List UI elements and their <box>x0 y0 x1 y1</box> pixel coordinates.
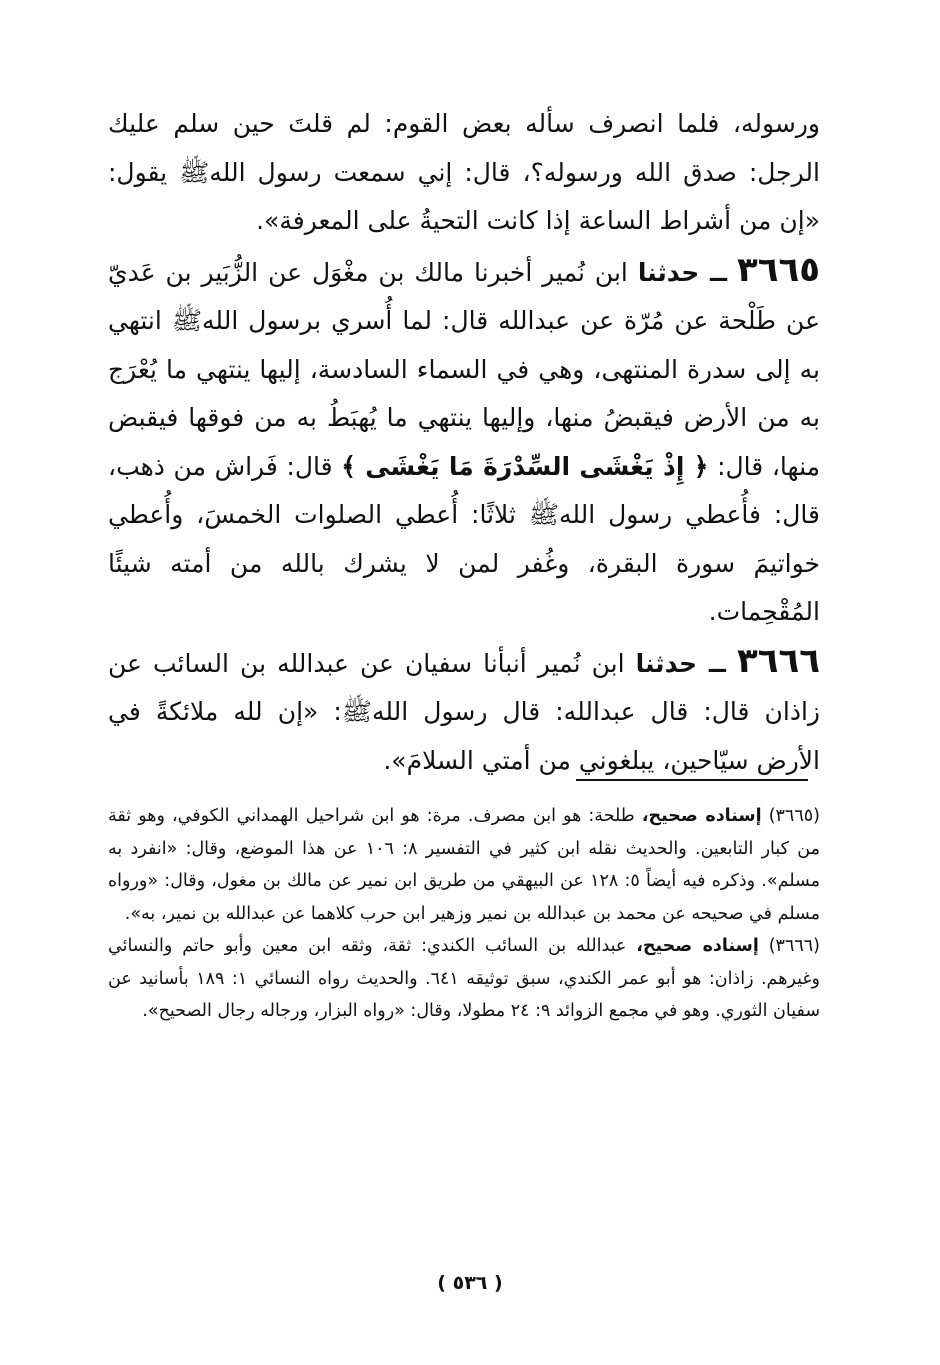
footnotes <box>108 800 820 1028</box>
footnote-3665 <box>108 800 820 930</box>
hadith-label: ــ حدثنا <box>637 257 728 287</box>
footnote-label: (٣٦٦٥) <box>768 806 820 826</box>
hadith-3665 <box>108 246 820 637</box>
hadith-text: ابن نُمير أنبأنا سفيان عن عبدالله بن السائب عن زاذان قال: قال عبدالله: قال رسول اللهﷺ: «إن لله ملائكةً في الأرض سيّاحين، يبلغوني من أمتي السلامَ». <box>108 648 820 775</box>
footnote-verdict: إسناده صحيح، <box>636 936 759 956</box>
hadith-3666 <box>108 637 820 786</box>
footnote-3666 <box>108 930 820 1028</box>
hadith-label: ــ حدثنا <box>635 648 726 678</box>
footnote-separator <box>576 779 808 781</box>
footnote-verdict: إسناده صحيح، <box>641 806 762 826</box>
footnote-text: عبدالله بن السائب الكندي: ثقة، وثقه ابن معين وأبو حاتم والنسائي وغيرهم. زاذان: هو أبو عمر الكندي، سبق توثيقه ٦٤١. والحديث رواه النسائي ١: ١٨٩ بأسانيد عن سفيان الثوري. وهو في مجمع الزوائد ٩: ٢٤ مطولا، وقال: «رواه البزار، ورجاله رجال الصحيح». <box>108 936 820 1021</box>
paragraph-text: ورسوله، فلما انصرف سأله بعض القوم: لم قلتَ حين سلم عليك الرجل: صدق الله ورسوله؟، قال: إني سمعت رسول اللهﷺ يقول: «إن من أشراط الساعة إذا كانت التحيةُ على المعرفة». <box>108 109 820 235</box>
footnote-label: (٣٦٦٦) <box>768 936 820 956</box>
hadith-text: قال: فَراش من ذهب، قال: فأُعطي رسول اللهﷺ ثلاثًا: أُعطي الصلوات الخمسَ، وأُعطي خواتيمَ سورة البقرة، وغُفر لمن لا يشرك بالله من أمته شيئًا المُقْحِمات. <box>108 451 820 626</box>
hadith-number: ٣٦٦٦ <box>737 640 821 681</box>
paragraph-continuation <box>108 100 820 246</box>
hadith-text: ابن نُمير أخبرنا مالك بن مغْوَل عن الزُّبَير بن عَديّ عن طَلْحة عن مُرّة عن عبدالله قال: لما أُسري برسول اللهﷺ انتهي به إلى سدرة المنتهى، وهي في السماء السادسة، إليها ينتهي ما يُعْرَج به من الأرض فيقبضُ منها، وإليها ينتهي ما يُهبَطُ به من فوقها فيقبض منها، قال: <box>108 257 821 481</box>
page-number: ( ٥٣٦ ) <box>437 1272 503 1294</box>
hadith-number: ٣٦٦٥ <box>737 249 821 290</box>
main-text <box>108 100 820 785</box>
footnote-text: طلحة: هو ابن مصرف. مرة: هو ابن شراحيل الهمداني الكوفي، وهو ثقة من كبار التابعين. والحديث نقله ابن كثير في التفسير ٨: ١٠٦ عن هذا الموضع، وقال: «انفرد به مسلم». وذكره فيه أيضاً ٥: ١٢٨ عن البيهقي من طريق ابن نمير عن مالك بن مغول، وقال: «ورواه مسلم في صحيحه عن محمد بن عبدالله بن نمير وزهير ابن حرب كلاهما عن عبدالله بن نمير، به». <box>108 806 820 924</box>
quran-verse: ﴿ إِذْ يَغْشَى السِّدْرَةَ مَا يَغْشَى ﴾ <box>341 451 709 481</box>
